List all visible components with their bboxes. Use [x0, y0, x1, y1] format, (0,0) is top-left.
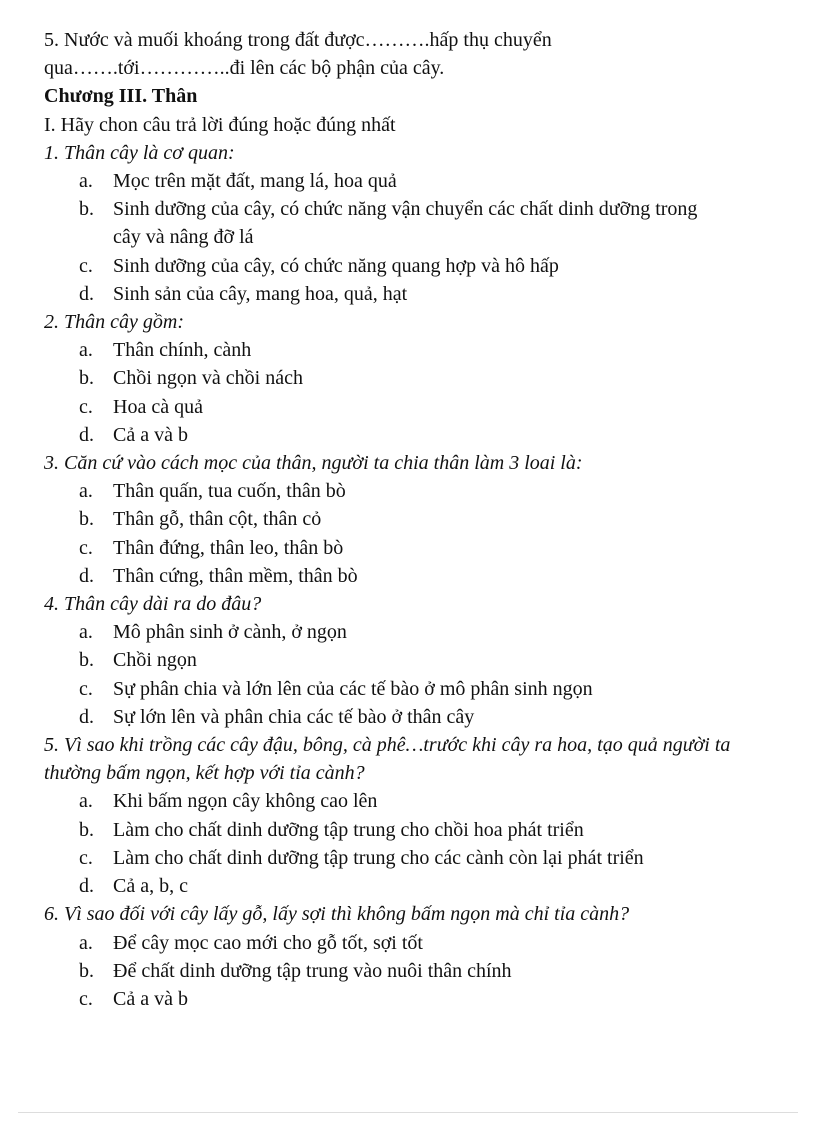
option-text: Khi bấm ngọn cây không cao lên [113, 790, 378, 813]
option-text: Thân chính, cành [113, 339, 252, 362]
option-text: Để cây mọc cao mới cho gỗ tốt, sợi tốt [113, 931, 423, 954]
question-text: 1. Thân cây là cơ quan: [44, 141, 235, 164]
document-page [44, 26, 784, 1013]
option-letter: a. [79, 480, 93, 503]
option-letter: c. [79, 846, 93, 869]
section-instruction: I. Hãy chon câu trả lời đúng hoặc đúng nhất [44, 113, 396, 136]
question-block [44, 590, 784, 731]
option-letter: b. [79, 367, 94, 390]
option-letter: a. [79, 170, 93, 193]
option-list [44, 787, 784, 900]
answer-option [44, 534, 784, 562]
question-block [44, 449, 784, 590]
answer-option [44, 364, 784, 392]
question-text: 5. Vì sao khi trồng các cây đậu, bông, cà phê…trước khi cây ra hoa, tạo quả người ta thường bấm ngọn, kết hợp với tỉa cành? [44, 734, 731, 785]
question-list [44, 139, 784, 1013]
answer-option [44, 505, 784, 533]
option-letter: c. [79, 395, 93, 418]
answer-option [44, 393, 784, 421]
option-text: Cả a và b [113, 987, 188, 1010]
option-text: Cả a và b [113, 423, 188, 446]
option-text: Sinh dưỡng của cây, có chức năng quang hợp và hô hấp [113, 254, 559, 277]
option-text: Chồi ngọn và chồi nách [113, 367, 303, 390]
option-text: Sinh sản của cây, mang hoa, quả, hạt [113, 282, 408, 305]
answer-option [44, 646, 784, 674]
option-text: Hoa cà quả [113, 395, 203, 418]
option-letter: b. [79, 198, 94, 221]
option-letter: c. [79, 536, 93, 559]
option-letter: d. [79, 564, 94, 587]
option-letter: d. [79, 423, 94, 446]
answer-option [44, 562, 784, 590]
question-text: 6. Vì sao đối với cây lấy gỗ, lấy sợi thì không bấm ngọn mà chỉ tỉa cành? [44, 903, 630, 926]
chapter-title: Chương III. Thân [44, 85, 198, 108]
option-letter: a. [79, 790, 93, 813]
answer-option [44, 675, 784, 703]
option-letter: c. [79, 987, 93, 1010]
answer-option [44, 957, 784, 985]
answer-option [44, 167, 784, 195]
answer-option [44, 195, 784, 251]
option-text: Thân cứng, thân mềm, thân bò [113, 564, 358, 587]
answer-option [44, 618, 784, 646]
option-letter: a. [79, 339, 93, 362]
option-list [44, 167, 784, 308]
answer-option [44, 336, 784, 364]
option-list [44, 929, 784, 1014]
question-text: 4. Thân cây dài ra do đâu? [44, 593, 262, 616]
answer-option [44, 787, 784, 815]
option-text: Thân gỗ, thân cột, thân cỏ [113, 508, 322, 531]
option-letter: a. [79, 931, 93, 954]
answer-option [44, 844, 784, 872]
option-letter: c. [79, 677, 93, 700]
question-block [44, 731, 784, 900]
question-block [44, 308, 784, 449]
answer-option [44, 280, 784, 308]
option-text: Cả a, b, c [113, 875, 188, 898]
question-block [44, 900, 784, 1013]
option-text: Sự phân chia và lớn lên của các tế bào ở mô phân sinh ngọn [113, 677, 593, 700]
option-list [44, 477, 784, 590]
answer-option [44, 421, 784, 449]
option-text: Để chất dinh dưỡng tập trung vào nuôi thân chính [113, 959, 512, 982]
option-letter: d. [79, 875, 94, 898]
option-letter: d. [79, 705, 94, 728]
option-letter: d. [79, 282, 94, 305]
question-block [44, 139, 784, 308]
question-text: 3. Căn cứ vào cách mọc của thân, người ta chia thân làm 3 loai là: [44, 452, 583, 475]
answer-option [44, 872, 784, 900]
answer-option [44, 252, 784, 280]
option-letter: b. [79, 818, 94, 841]
answer-option [44, 816, 784, 844]
option-letter: a. [79, 621, 93, 644]
option-text: Làm cho chất dinh dưỡng tập trung cho chồi hoa phát triển [113, 818, 584, 841]
answer-option [44, 929, 784, 957]
option-text: Thân đứng, thân leo, thân bò [113, 536, 344, 559]
option-text: Thân quấn, tua cuốn, thân bò [113, 480, 346, 503]
question-text: 2. Thân cây gồm: [44, 311, 184, 334]
answer-option [44, 985, 784, 1013]
page-bottom-rule [18, 1112, 798, 1113]
option-letter: c. [79, 254, 93, 277]
option-letter: b. [79, 959, 94, 982]
option-list [44, 618, 784, 731]
intro-line: 5. Nước và muối khoáng trong đất được……….hấp thụ chuyển qua…….tới…………..đi lên các bộ phận của cây. [44, 29, 552, 80]
answer-option [44, 477, 784, 505]
option-text: Mọc trên mặt đất, mang lá, hoa quả [113, 170, 397, 193]
option-text: Sinh dưỡng của cây, có chức năng vận chuyển các chất dinh dưỡng trong cây và nâng đỡ lá [113, 198, 698, 249]
option-text: Làm cho chất dinh dưỡng tập trung cho các cành còn lại phát triển [113, 846, 644, 869]
option-text: Sự lớn lên và phân chia các tế bào ở thân cây [113, 705, 475, 728]
option-text: Chồi ngọn [113, 649, 197, 672]
option-text: Mô phân sinh ở cành, ở ngọn [113, 621, 347, 644]
option-letter: b. [79, 649, 94, 672]
option-letter: b. [79, 508, 94, 531]
option-list [44, 336, 784, 449]
answer-option [44, 703, 784, 731]
